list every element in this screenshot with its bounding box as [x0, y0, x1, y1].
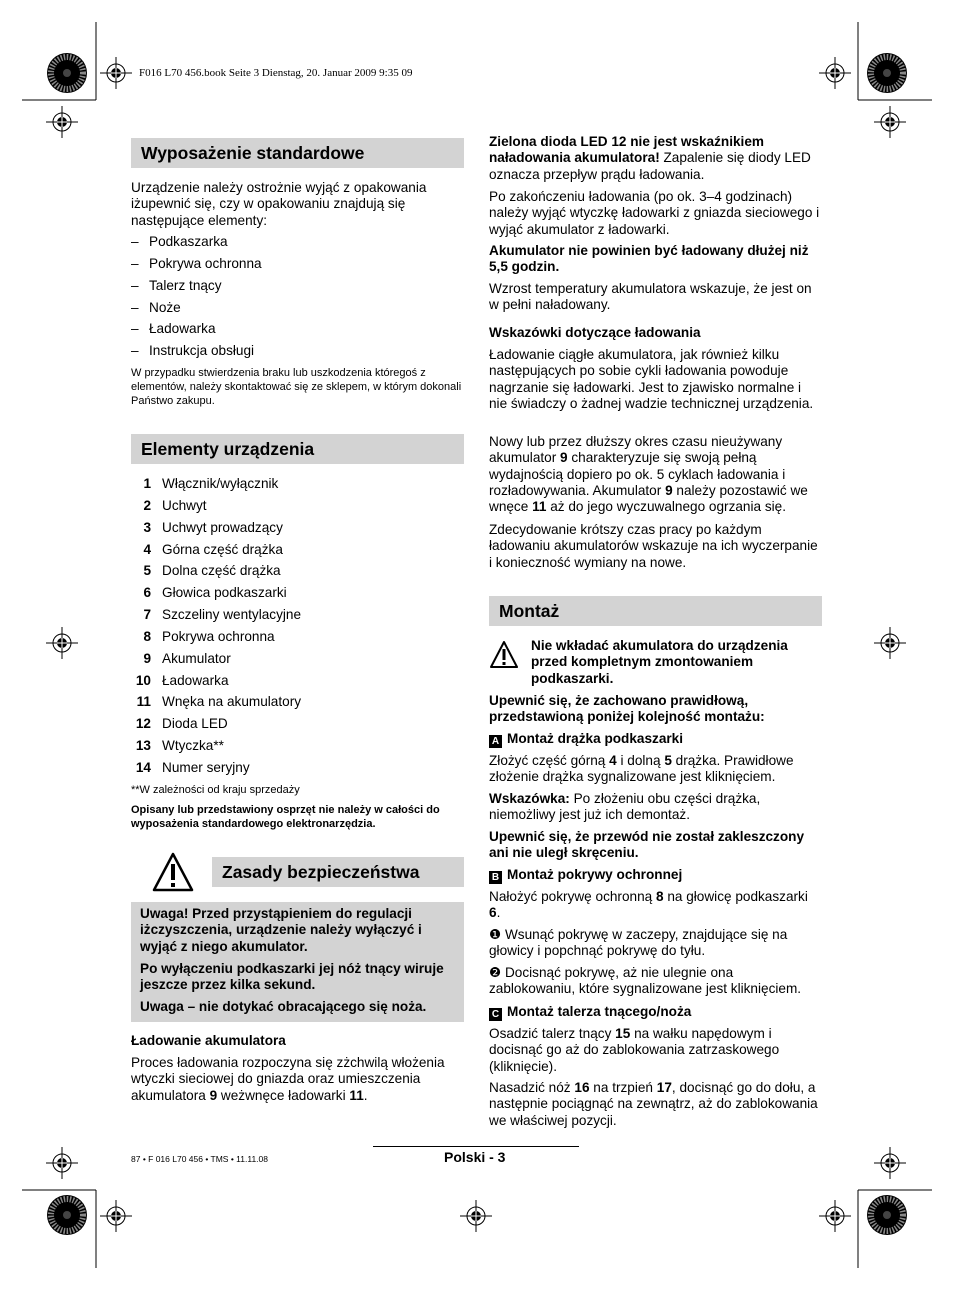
list-item: 2 Uchwyt [143, 498, 207, 513]
list-item: 6 Głowica podkaszarki [143, 585, 287, 600]
step-c-paragraph: Osadzić talerz tnący 15 na wałku napędowym i docisnąć go aż do zablokowania zatrzaskowego (kliknięcie). [489, 1026, 780, 1074]
step-label-a: A [489, 735, 502, 748]
registration-mark-icon [874, 1147, 906, 1179]
step-b-title: B Montaż pokrywy ochronnej [489, 867, 822, 884]
step-a-title: A Montaż drążka podkaszarki [489, 731, 822, 748]
list-item: 12 Dioda LED [135, 716, 228, 731]
section-title-standard-equipment: Wyposażenie standardowe [131, 138, 464, 168]
device-elements-list [131, 476, 465, 786]
tips-paragraph: Nowy lub przez dłuższy okres czasu nieużywany akumulator 9 charakteryzuje się swoją pełną wydajnością dopiero po ok. 5 cyklach ładowania i rozładowywania. Akumulator 9 należy pozostawić we wnęce 11 aż do jego wyczuwalnego ogrzania się. [489, 434, 808, 515]
warning-text: Po wyłączeniu podkaszarki jej nóż tnący wiruje jeszcze przez kilka sekund. [140, 960, 444, 993]
list-item: 14 Numer seryjny [135, 760, 250, 775]
list-item: 11 Wnęka na akumulatory [136, 694, 302, 709]
temperature-paragraph: Wzrost temperatury akumulatora wskazuje, że jest on w pełni naładowany. [489, 281, 812, 313]
section-title-assembly: Montaż [489, 596, 822, 626]
book-info-header: F016 L70 456.book Seite 3 Dienstag, 20. Januar 2009 9:35 09 [139, 67, 413, 79]
footer-rule [373, 1146, 579, 1147]
missing-parts-note: W przypadku stwierdzenia braku lub uszkodzenia któregoś z elementów, należy skontaktować się ze sklepem, w którym dokonali Państwo zakupu. [131, 367, 462, 407]
standard-equipment-list [131, 234, 465, 364]
list-item: 4 Górna część drążka [143, 542, 283, 557]
list-item: 1 Włącznik/wyłącznik [143, 476, 279, 491]
color-target-icon [867, 53, 907, 93]
list-item: 7 Szczeliny wentylacyjne [143, 607, 302, 622]
list-item: – Pokrywa ochronna [131, 256, 262, 271]
assembly-warning: Nie wkładać akumulatora do urządzenia przed kompletnym zmontowaniem podkaszarki. [531, 638, 788, 686]
tips-paragraph: Zdecydowanie krótszy czas pracy po każdym ładowaniu akumulatorów wskazuje na ich wyczerpanie i konieczność wymiany na nowe. [489, 522, 818, 570]
standard-equipment-intro: Urządzenie należy ostrożnie wyjąć z opakowania iżupewnić się, czy w opakowaniu znajdują się następujące elementy: [131, 180, 427, 228]
warning-triangle-icon [489, 640, 519, 670]
accessories-note: Opisany lub przedstawiony osprzęt nie należy w całości do wyposażenia standardowego elektronarzędzia. [131, 804, 440, 830]
list-item: 3 Uchwyt prowadzący [143, 520, 283, 535]
registration-mark-icon [100, 1200, 132, 1232]
list-item: 10 Ładowarka [135, 673, 229, 688]
step-a-paragraph: Złożyć część górną 4 i dolną 5 drążka. Prawidłowe złożenie drążka sygnalizowane jest kliknięciem. [489, 753, 794, 785]
step-a-hint: Wskazówka: Po złożeniu obu części drążka, niemożliwy jest już ich demontaż. [489, 791, 761, 823]
step-b-substep: ❶ Wsunąć pokrywę w zaczepy, znajdujące się na głowicy i popchnąć pokrywę do tyłu. [489, 927, 788, 959]
registration-mark-icon [874, 627, 906, 659]
list-item: 8 Pokrywa ochronna [143, 629, 275, 644]
list-item: – Instrukcja obsługi [131, 343, 255, 358]
led-paragraph: Zielona dioda LED 12 nie jest wskaźnikiem naładowania akumulatora! Zapalenie się diody LED oznacza przepływ prądu ładowania. [489, 134, 811, 182]
color-target-icon [47, 1195, 87, 1235]
step-label-b: B [489, 871, 502, 884]
step-label-c: C [489, 1008, 502, 1021]
step-b-substep: ❷ Docisnąć pokrywę, aż nie ulegnie ona zablokowaniu, które sygnalizowane jest kliknięciem. [489, 965, 802, 997]
list-item: – Podkaszarka [131, 234, 228, 249]
color-target-icon [47, 53, 87, 93]
step-b-paragraph: Nałożyć pokrywę ochronną 8 na głowicę podkaszarki 6. [489, 889, 808, 921]
registration-mark-icon [460, 1200, 492, 1232]
section-title-device-elements: Elementy urządzenia [131, 434, 464, 464]
charging-paragraph: Proces ładowania rozpoczyna się zżchwilą włożenia wtyczki sieciowej do gniazda oraz umieszczenia akumulatora 9 weżwnęce ładowarki 11. [131, 1055, 445, 1103]
step-c-title: C Montaż talerza tnącego/noża [489, 1004, 822, 1021]
list-item: – Noże [131, 300, 181, 315]
color-target-icon [867, 1195, 907, 1235]
step-c-paragraph: Nasadzić nóż 16 na trzpień 17, docisnąć go do dołu, a następnie pociągnąć na zewnątrz, aż do zablokowania we właściwej pozycji. [489, 1080, 818, 1128]
registration-mark-icon [46, 106, 78, 138]
registration-mark-icon [100, 57, 132, 89]
list-item: – Talerz tnący [131, 278, 222, 293]
registration-mark-icon [46, 627, 78, 659]
registration-mark-icon [819, 1200, 851, 1232]
registration-mark-icon [819, 57, 851, 89]
list-item: – Ładowarka [131, 321, 216, 336]
safety-warning-box [131, 902, 464, 1022]
country-footnote: **W zależności od kraju sprzedaży [131, 784, 300, 796]
registration-mark-icon [874, 106, 906, 138]
tips-paragraph: Ładowanie ciągłe akumulatora, jak również kilku następujących po sobie cykli ładowania powoduje nagrzanie się ładowarki. Jest to zjawisko normalne i nie świadczy o żadnej wadzie technicznej urządzenia. [489, 347, 814, 411]
max-charge-warning: Akumulator nie powinien być ładowany dłużej niż 5,5 godzin. [489, 243, 809, 275]
tips-title: Wskazówki dotyczące ładowania [489, 325, 701, 340]
registration-mark-icon [46, 1147, 78, 1179]
list-item: 5 Dolna część drążka [143, 563, 281, 578]
warning-text: Uwaga! Przed przystąpieniem do regulacji iżczyszczenia, urządzenie należy wyłączyć i wyjąć z niego akumulator. [140, 906, 422, 954]
assembly-order-note: Upewnić się, że zachowano prawidłową, przedstawioną poniżej kolejność montażu: [489, 693, 765, 725]
footer-code: 87 • F 016 L70 456 • TMS • 11.11.08 [131, 1154, 268, 1164]
list-item: 9 Akumulator [143, 651, 231, 666]
warning-triangle-icon [152, 852, 194, 892]
page-number: Polski - 3 [444, 1149, 506, 1165]
warning-text: Uwaga – nie dotykać obracającego się noża. [140, 999, 427, 1015]
section-title-safety: Zasady bezpieczeństwa [212, 857, 464, 887]
list-item: 13 Wtyczka** [135, 738, 224, 753]
cable-warning: Upewnić się, że przewód nie został zakleszczony ani nie uległ skręceniu. [489, 829, 805, 861]
after-charge-paragraph: Po zakończeniu ładowania (po ok. 3–4 godzinach) należy wyjąć wtyczkę ładowarki z gniazda sieciowego i wyjąć akumulator z ładowarki. [489, 189, 820, 237]
charging-title: Ładowanie akumulatora [131, 1033, 286, 1048]
